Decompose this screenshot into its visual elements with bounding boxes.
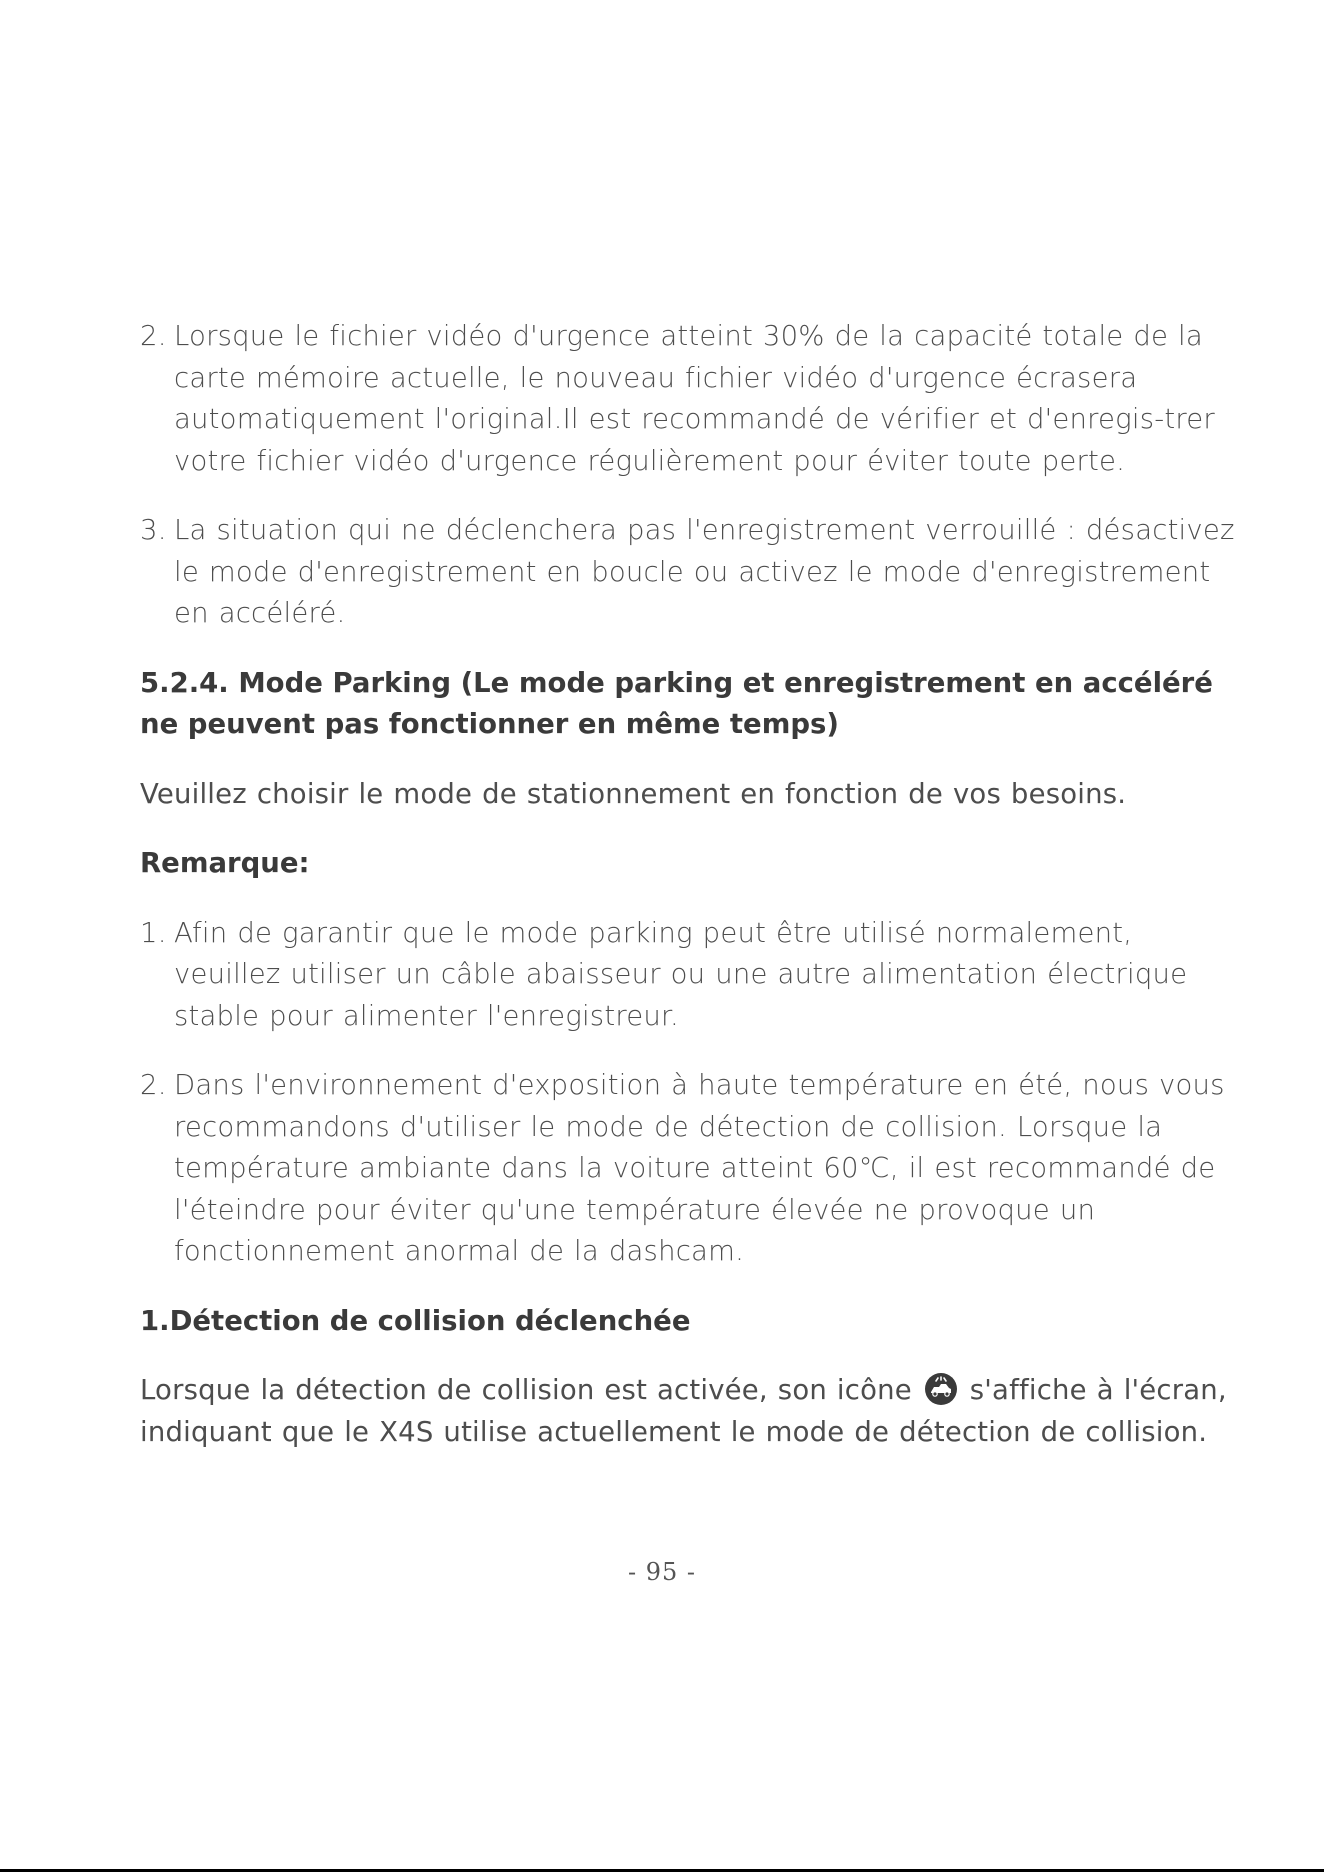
parking-intro-paragraph: Veuillez choisir le mode de stationnement en fonction de vos besoins. (140, 777, 1127, 810)
list-item-text: La situation qui ne déclenchera pas l'enregistrement verrouillé : désactivez le mode d'enregistrement en boucle ou activez le mode d'enregistrement en accéléré. (174, 514, 1235, 629)
section-heading-collision-detection: 1.Détection de collision déclenchée (140, 1304, 691, 1337)
list-item (140, 1065, 1240, 1273)
collision-text-before-icon: Lorsque la détection de collision est activée, son icône (140, 1374, 912, 1406)
collision-paragraph (140, 1370, 1240, 1453)
list-item-number: 2. (140, 320, 167, 352)
list-item-number: 2. (140, 1069, 167, 1101)
list-item-number: 3. (140, 514, 167, 546)
list-item-text: Dans l'environnement d'exposition à haute température en été, nous vous recommandons d'utiliser le mode de détection de collision. Lorsque la température ambiante dans la voiture atteint 60℃, il est recommandé de l'éteindre pour éviter qu'une température élevée ne provoque un fonctionnement anormal de la dashcam. (174, 1069, 1225, 1267)
remark-heading: Remarque: (140, 847, 310, 879)
list-item (140, 913, 1240, 1038)
remark-list (140, 913, 1240, 1273)
list-item (140, 510, 1240, 635)
page-content (140, 316, 1240, 1481)
list-item-number: 1. (140, 916, 167, 949)
collision-detection-icon (924, 1372, 958, 1406)
list-item (140, 316, 1240, 482)
page-number: - 95 - (627, 1558, 696, 1586)
list-item-text: Afin de garantir que le mode parking peut être utilisé normalement, veuillez utiliser un câble abaisseur ou une autre alimentation électrique stable pour alimenter l'enregistreur. (174, 916, 1188, 1032)
section-heading-parking-mode: 5.2.4. Mode Parking (Le mode parking et enregistrement en accéléré ne peuvent pas fonctionner en même temps) (140, 666, 1213, 740)
list-item-text: Lorsque le fichier vidéo d'urgence atteint 30% de la capacité totale de la carte mémoire actuelle, le nouveau fichier vidéo d'urgence écrasera automatiquement l'original.Il est recommandé de vérifier et d'enregis-trer votre fichier vidéo d'urgence régulièrement pour éviter toute perte. (174, 320, 1215, 477)
continued-note-list (140, 316, 1240, 635)
collision-text-after-icon: s'affiche à l'écran, indiquant que le X4S utilise actuellement le mode de détection de collision. (140, 1374, 1227, 1448)
